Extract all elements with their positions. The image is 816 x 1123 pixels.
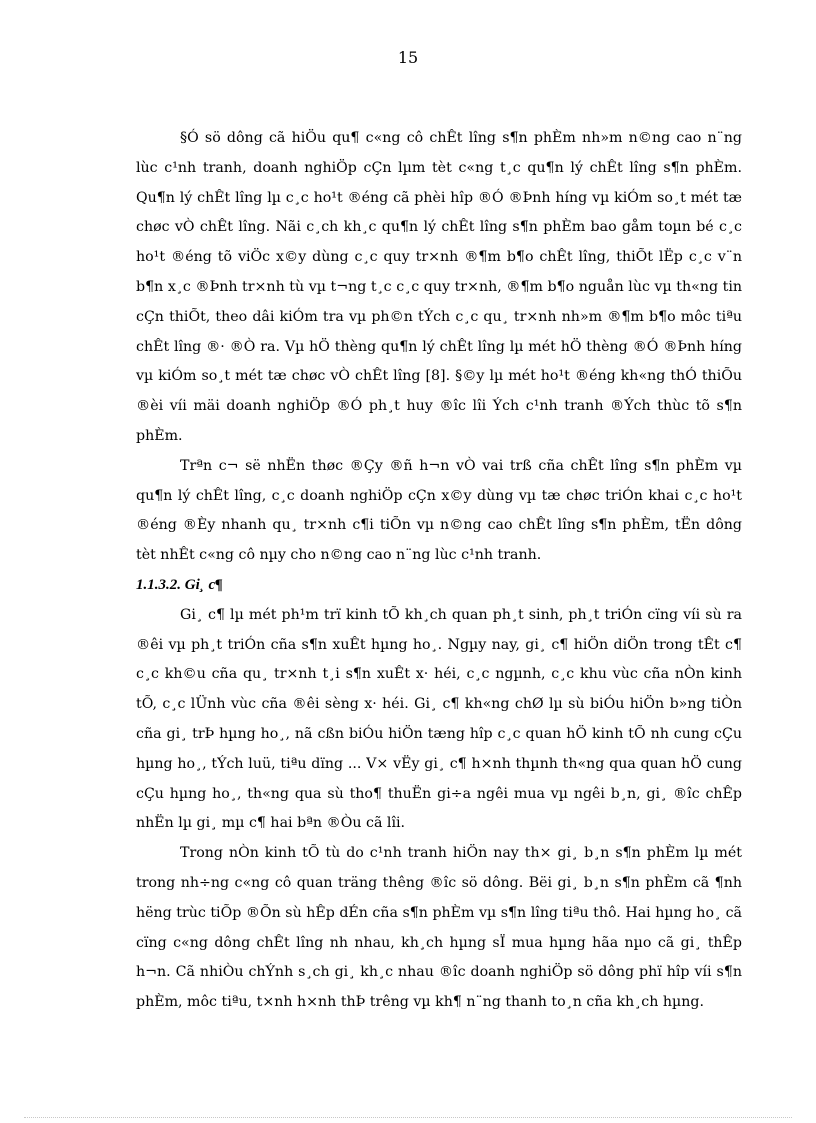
- page-bottom-divider: [24, 1117, 792, 1118]
- paragraph-quality-management: §Ó sö dông cã hiÖu qu¶ c«ng cô chÊt lîng s¶n phÈm nh»m n©ng cao n¨ng lùc c¹nh tranh, doanh nghiÖp cÇn lµm tèt c«ng t¸c qu¶n lý chÊt lîng s¶n phÈm. Qu¶n lý chÊt lîng lµ c¸c ho¹t ®éng cã phèi hîp ®Ó ®Þnh híng vµ kiÓm so¸t mét tæ chøc vÒ chÊt lîng. Nãi c¸ch kh¸c qu¶n lý chÊt lîng s¶n phÈm bao gåm toµn bé c¸c ho¹t ®éng tõ viÖc x©y dùng c¸c quy tr×nh ®¶m b¶o chÊt lîng, thiÕt lËp c¸c v¨n b¶n x¸c ®Þnh tr×nh tù vµ t¬ng t¸c c¸c quy tr×nh, ®¶m b¶o nguån lùc vµ th«ng tin cÇn thiÕt, theo dâi kiÓm tra vµ ph©n tÝch c¸c qu¸ tr×nh nh»m ®¶m b¶o môc tiªu chÊt lîng ®· ®Ò ra. Vµ hÖ thèng qu¶n lý chÊt lîng lµ mét hÖ thèng ®Ó ®Þnh híng vµ kiÓm so¸t mét tæ chøc vÒ chÊt lîng [8]. §©y lµ mét ho¹t ®éng kh«ng thÓ thiÕu ®èi víi mäi doanh nghiÖp ®Ó ph¸t huy ®îc lîi Ých c¹nh tranh ®Ých thùc tõ s¶n phÈm.: [136, 130, 742, 444]
- paragraph-quality-conclusion: Trªn c¬ së nhËn thøc ®Çy ®ñ h¬n vÒ vai trß cña chÊt lîng s¶n phÈm vµ qu¶n lý chÊt lîng, c¸c doanh nghiÖp cÇn x©y dùng vµ tæ chøc triÓn khai c¸c ho¹t ®éng ®Èy nhanh qu¸ tr×nh c¶i tiÕn vµ n©ng cao chÊt lîng s¶n phÈm, tËn dông tèt nhÊt c«ng cô nµy cho n©ng cao n¨ng lùc c¹nh tranh.: [136, 457, 742, 564]
- paragraph-price-competition: Trong nÒn kinh tÕ tù do c¹nh tranh hiÖn nay th× gi¸ b¸n s¶n phÈm lµ mét trong nh÷ng c«ng cô quan träng thêng ®îc sö dông. Bëi gi¸ b¸n s¶n phÈm cã ¶nh hëng trùc tiÕp ®Õn sù hÊp dÉn cña s¶n phÈm vµ s¶n lîng tiªu thô. Hai hµng ho¸ cã cïng c«ng dông chÊt lîng nh nhau, kh¸ch hµng sÏ mua hµng hãa nµo cã gi¸ thÊp h¬n. Cã nhiÒu chÝnh s¸ch gi¸ kh¸c nhau ®îc doanh nghiÖp sö dông phï hîp víi s¶n phÈm, môc tiªu, t×nh h×nh thÞ trêng vµ kh¶ n¨ng thanh to¸n cña kh¸ch hµng.: [136, 845, 742, 1011]
- paragraph-price-definition: Gi¸ c¶ lµ mét ph¹m trï kinh tÕ kh¸ch quan ph¸t sinh, ph¸t triÓn cïng víi sù ra ®êi vµ ph¸t triÓn cña s¶n xuÊt hµng ho¸. Ngµy nay, gi¸ c¶ hiÖn diÖn trong tÊt c¶ c¸c kh©u cña qu¸ tr×nh t¸i s¶n xuÊt x· héi, c¸c ngµnh, c¸c khu vùc cña nÒn kinh tÕ, c¸c lÜnh vùc cña ®êi sèng x· héi. Gi¸ c¶ kh«ng chØ lµ sù biÓu hiÖn b»ng tiÒn cña gi¸ trÞ hµng ho¸, nã cßn biÓu hiÖn tæng hîp c¸c quan hÖ kinh tÕ nh cung cÇu hµng ho¸, tÝch luü, tiªu dïng ... V× vËy gi¸ c¶ h×nh thµnh th«ng qua quan hÖ cung cÇu hµng ho¸, th«ng qua sù tho¶ thuËn gi÷a ngêi mua vµ ngêi b¸n, gi¸ ®îc chÊp nhËn lµ gi¸ mµ c¶ hai bªn ®Òu cã lîi.: [136, 606, 742, 832]
- document-body: [136, 124, 742, 1018]
- page-number: 15: [397, 48, 419, 67]
- section-heading: 1.1.3.2. Gi¸ c¶: [136, 576, 223, 593]
